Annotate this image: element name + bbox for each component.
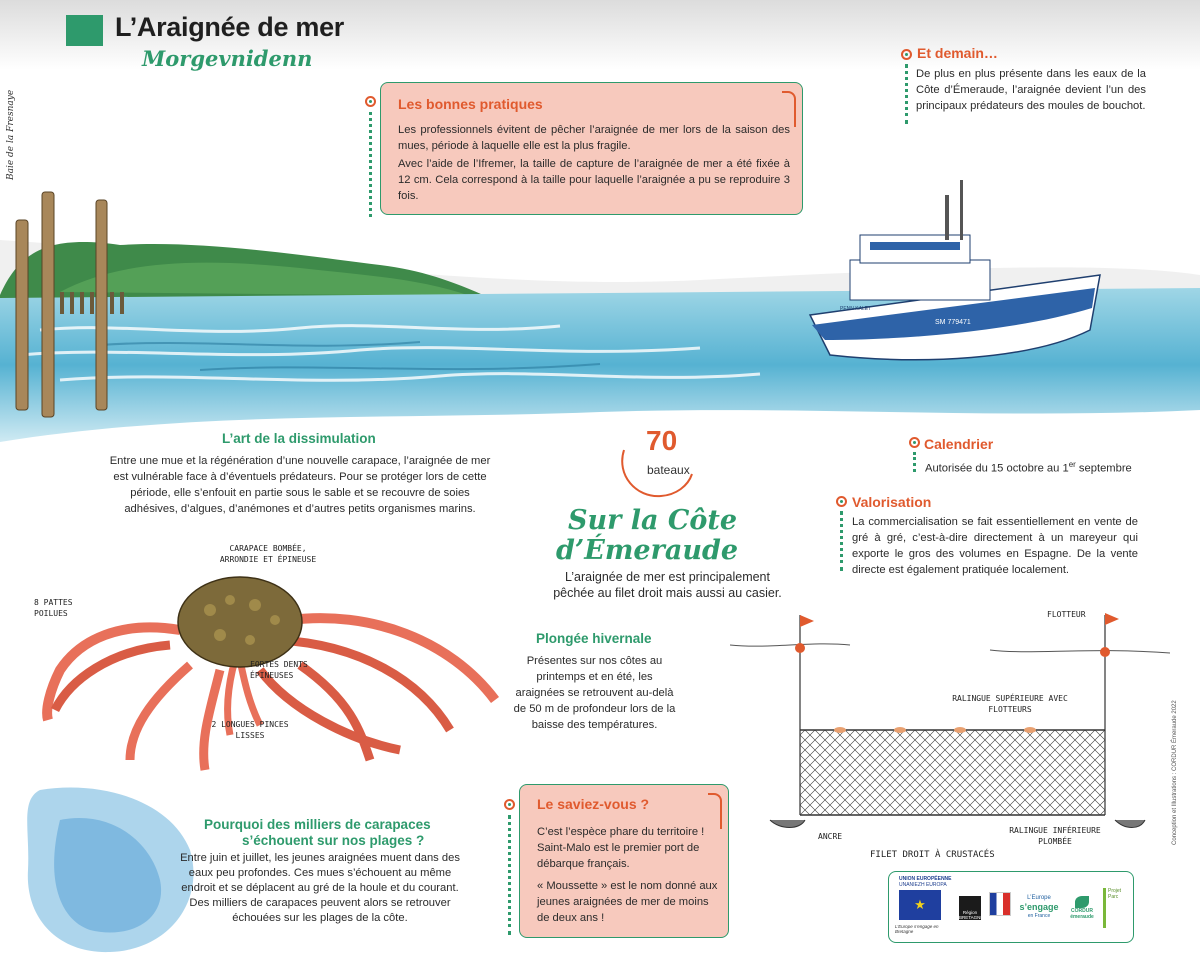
cordur-leaf-icon bbox=[1075, 896, 1089, 908]
bonnes-pratiques-text-2: Avec l’aide de l’Ifremer, la taille de capture de l’araignée de mer a été fixée à 12 cm. Cela correspond à la taille pour laquelle l’araignée a pu se reproduire 3 fois. bbox=[398, 158, 790, 202]
cordur-logo: CORDUR émeraude bbox=[1066, 896, 1098, 924]
carapaces-text: Entre juin et juillet, les jeunes araignées muent dans des eaux peu profondes. Ces mues s’échouent au même endroit et se déplacent au gré de la houle et du courant. Des milliers de carapaces peuvent alors se retrouver échouées sur les plages de la côte. bbox=[180, 852, 460, 924]
net-caption: FILET DROIT À CRUSTACÉS bbox=[870, 850, 995, 860]
bonnes-pratiques-dotted-line bbox=[369, 112, 372, 217]
dissimulation-heading: L’art de la dissimulation bbox=[222, 431, 376, 446]
svg-text:SM 779471: SM 779471 bbox=[935, 319, 971, 326]
et-demain-dotted-line bbox=[905, 64, 908, 124]
boat-count-unit: bateaux bbox=[647, 463, 690, 477]
carapaces-heading-line-2: s’échouent sur nos plages ? bbox=[242, 833, 425, 848]
saviez-heading: Le saviez-vous ? bbox=[537, 796, 650, 812]
page-subtitle: Morgevnidenn bbox=[142, 46, 313, 71]
label-ralingue-sup: RALINGUE SUPÉRIEURE AVEC FLOTTEURS bbox=[952, 694, 1068, 714]
et-demain-text: De plus en plus présente dans les eaux de la Côte d’Émeraude, l’araignée devient l’un des principaux prédateurs des moules de bouchot. bbox=[916, 68, 1146, 112]
stat-arc bbox=[616, 430, 696, 500]
design-credit: Conception et Illustrations : CORDUR Émeraude 2022 bbox=[1172, 700, 1178, 845]
calendrier-pin-icon bbox=[909, 437, 920, 448]
calendrier-text: Autorisée du 15 octobre au 1er septembre bbox=[925, 460, 1132, 475]
plongee-text: Présentes sur nos côtes au printemps et en été, les araignées se retrouvent au-delà de 50 m de profondeur lors de la baisse des températures. bbox=[513, 655, 676, 731]
bonnes-pratiques-pin-icon bbox=[365, 96, 376, 107]
boat-count: 70 bbox=[646, 425, 678, 456]
carapaces-heading-line-1: Pourquoi des milliers de carapaces bbox=[204, 817, 431, 832]
saviez-text-2: « Moussette » est le nom donné aux jeunes araignées de mer de moins de deux ans ! bbox=[537, 880, 718, 924]
label-ancre: ANCRE bbox=[818, 832, 843, 841]
coast-illustration bbox=[0, 180, 1200, 445]
parc-logo: Projet Parc bbox=[1103, 888, 1129, 928]
plongee-heading: Plongée hivernale bbox=[536, 631, 652, 646]
label-pattes: 8 PATTES POILUES bbox=[34, 598, 73, 618]
label-pinces: 2 LONGUES PINCES LISSES bbox=[211, 720, 289, 740]
valorisation-text: La commercialisation se fait essentiellement en vente de gré à gré, c’est-à-dire directement à un mareyeur qui exporte le gros des volumes en Espagne. De la vente directe est également pratiquée localement. bbox=[852, 516, 1138, 576]
title-square-icon bbox=[66, 15, 103, 46]
eu-flag-icon: ★ bbox=[899, 890, 941, 920]
eu-label-line-1: UNION EUROPÉENNE bbox=[899, 876, 952, 882]
partner-logos bbox=[888, 871, 1134, 943]
eu-label-line-2: UNANIEZH EUROPA bbox=[899, 882, 947, 888]
saviez-dotted-line bbox=[508, 815, 511, 935]
bonnes-pratiques-text-1: Les professionnels évitent de pêcher l’araignée de mer lors de la saison des mues, période à laquelle elle est la plus fragile. bbox=[398, 124, 790, 152]
valorisation-heading: Valorisation bbox=[852, 494, 932, 510]
saviez-box bbox=[519, 784, 729, 938]
cote-text: L’araignée de mer est principalement pêchée au filet droit mais aussi au casier. bbox=[553, 570, 782, 600]
cote-title-line-2: d’Émeraude bbox=[556, 535, 739, 566]
label-dents: FORTES DENTS ÉPINEUSES bbox=[250, 660, 308, 680]
label-flotteur: FLOTTEUR bbox=[1047, 610, 1086, 619]
engage-logo: L’Europe s’engage en France bbox=[1019, 895, 1059, 919]
dissimulation-text: Entre une mue et la régénération d’une nouvelle carapace, l’araignée de mer est vulnérable face à d’éventuels prédateurs. Pour se protéger lors de cette période, elle s’enfouit en partie sous le sable et se recouvre de soies adhésives, d’algues, d’anémones et d’autres petits organismes marins. bbox=[109, 455, 491, 515]
cote-title-line-1: Sur la Côte bbox=[568, 505, 738, 536]
et-demain-pin-icon bbox=[901, 49, 912, 60]
location-credit: Baie de la Fresnaye bbox=[6, 89, 16, 180]
saviez-pin-icon bbox=[504, 799, 515, 810]
valorisation-pin-icon bbox=[836, 496, 847, 507]
svg-text:PENN KALET: PENN KALET bbox=[840, 306, 872, 312]
label-ralingue-inf: RALINGUE INFÉRIEURE PLOMBÉE bbox=[1009, 826, 1101, 846]
et-demain-heading: Et demain… bbox=[917, 45, 998, 61]
bonnes-pratiques-heading: Les bonnes pratiques bbox=[398, 96, 543, 112]
page-title: L’Araignée de mer bbox=[115, 12, 344, 42]
calendrier-heading: Calendrier bbox=[924, 436, 994, 452]
bonnes-pratiques-box bbox=[380, 82, 803, 215]
saviez-text-1: C’est l’espèce phare du territoire ! Saint-Malo est le premier port de débarque français. bbox=[537, 826, 705, 870]
republique-logo-icon bbox=[989, 892, 1011, 916]
region-bretagne-logo: Région BRETAGNE bbox=[959, 896, 981, 920]
valorisation-dotted-line bbox=[840, 511, 843, 571]
calendrier-dotted-line bbox=[913, 452, 916, 472]
eu-caption: L’Europe s’engage en Bretagne bbox=[895, 924, 939, 934]
label-carapace: CARAPACE BOMBÉE, ARRONDIE ET ÉPINEUSE bbox=[219, 544, 317, 564]
